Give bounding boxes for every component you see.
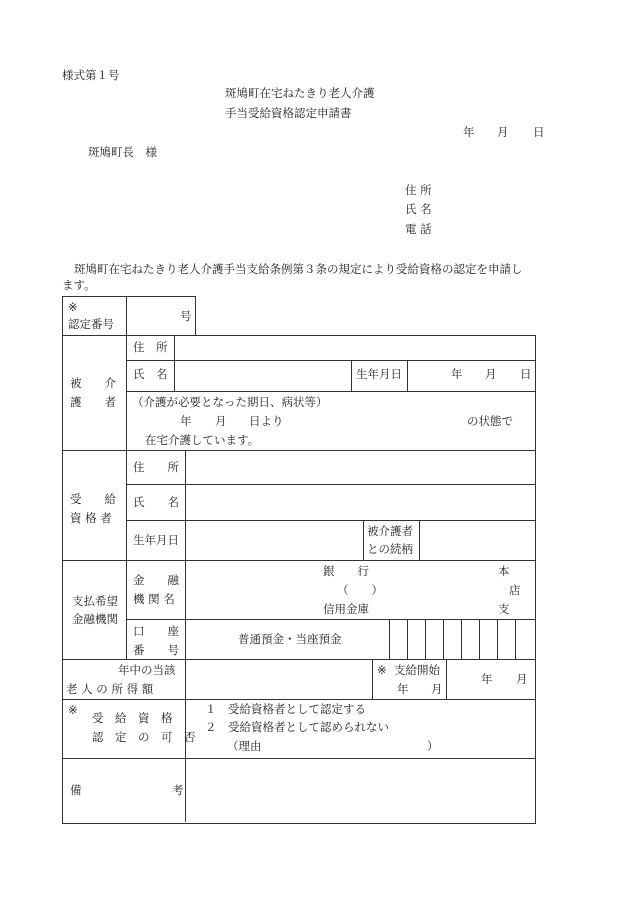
start-mark: ※ xyxy=(377,663,387,677)
deposit-type[interactable]: 普通預金・当座預金 xyxy=(238,632,342,646)
bank-label-b: 金融機関 xyxy=(72,612,118,626)
bank-type-paren: （ ） xyxy=(337,583,383,597)
income-label-a: 年中の当該 xyxy=(118,663,176,677)
caree-note: （介護が必要となった期日、病状等） xyxy=(132,395,328,409)
branch-office: 店 xyxy=(509,583,521,597)
reason-field[interactable] xyxy=(265,739,423,755)
branch-sub[interactable]: 支 xyxy=(498,602,510,616)
reason-close: ） xyxy=(427,739,439,753)
title-line-2: 手当受給資格認定申請書 xyxy=(225,106,352,120)
applicant-phone-label: 電 話 xyxy=(405,222,432,236)
addressee: 斑鳩町長 様 xyxy=(88,145,157,159)
account-label-a: 口 座 xyxy=(133,624,179,638)
caree-birth-year[interactable]: 年 xyxy=(451,367,463,381)
title-line-1: 斑鳩町在宅ねたきり老人介護 xyxy=(225,86,375,100)
bank-type-bank[interactable]: 銀 行 xyxy=(323,564,369,578)
caree-birth-month[interactable]: 月 xyxy=(485,367,497,381)
remarks-field[interactable] xyxy=(190,762,534,820)
remarks-label-b: 考 xyxy=(172,783,184,797)
income-label-b: 老 人 の 所 得 額 xyxy=(66,682,154,696)
recipient-label-a: 受 給 xyxy=(70,492,116,506)
caree-since-month[interactable]: 月 xyxy=(215,414,227,428)
account-number-field[interactable] xyxy=(390,621,534,657)
institution-label-a: 金 融 xyxy=(133,573,179,587)
caree-address-label: 住 所 xyxy=(133,340,168,354)
recipient-name-field[interactable] xyxy=(190,488,534,517)
applicant-name-label: 氏 名 xyxy=(405,202,432,216)
caree-name-label: 氏 名 xyxy=(133,367,168,381)
income-field[interactable] xyxy=(190,663,368,696)
caree-since-year[interactable]: 年 xyxy=(180,414,192,428)
remarks-label-a: 備 xyxy=(70,783,82,797)
relation-label-b: との続柄 xyxy=(367,542,413,556)
account-label-b: 番 号 xyxy=(133,643,179,657)
caree-birth-day[interactable]: 日 xyxy=(520,367,532,381)
date-year-field[interactable]: 年 xyxy=(463,125,475,139)
relation-field[interactable] xyxy=(423,524,533,557)
approval-mark: ※ xyxy=(68,703,78,717)
approval-option-2[interactable]: ２ 受給資格者として認められない xyxy=(205,720,389,734)
right-month[interactable]: 月 xyxy=(516,672,528,686)
intro-line-2: ます。 xyxy=(62,278,96,292)
recipient-birth-field[interactable] xyxy=(190,524,360,557)
recipient-address-field[interactable] xyxy=(190,454,534,482)
recipient-address-label: 住 所 xyxy=(133,460,179,474)
caree-label-a: 被 介 xyxy=(70,376,116,390)
bank-label-a: 支払希望 xyxy=(72,594,118,608)
intro-line-1: 斑鳩町在宅ねたきり老人介護手当支給条例第３条の規定により受給資格の認定を申請し xyxy=(74,262,523,276)
recipient-name-label: 氏 名 xyxy=(133,495,179,509)
recipient-birth-label: 生年月日 xyxy=(133,533,179,547)
cert-mark: ※ xyxy=(68,300,78,314)
cert-number-field[interactable]: 号 xyxy=(180,309,192,323)
caree-address-field[interactable] xyxy=(180,340,534,358)
approval-label-a: 受 給 資 格 xyxy=(92,711,173,725)
approval-label-b: 認 定 の 可 否 xyxy=(92,730,196,744)
approval-option-1[interactable]: １ 受給資格者として認定する xyxy=(205,702,366,716)
caree-since-day[interactable]: 日より xyxy=(249,414,284,428)
applicant-address-label: 住 所 xyxy=(405,183,432,197)
bank-type-credit[interactable]: 信用金庫 xyxy=(323,602,369,616)
start-month[interactable]: 月 xyxy=(431,682,443,696)
relation-label-a: 被介護者 xyxy=(367,524,413,538)
recipient-label-b: 資 格 者 xyxy=(70,511,112,525)
branch-main[interactable]: 本 xyxy=(498,564,510,578)
caree-state-suffix: の状態で xyxy=(467,414,513,428)
right-year[interactable]: 年 xyxy=(481,672,493,686)
start-year[interactable]: 年 xyxy=(397,682,409,696)
form-number: 様式第１号 xyxy=(62,68,120,82)
date-month-field[interactable]: 月 xyxy=(497,125,509,139)
cert-label: 認定番号 xyxy=(68,317,114,331)
caree-home-care: 在宅介護しています。 xyxy=(145,433,260,447)
institution-label-b: 機 関 名 xyxy=(133,592,175,606)
caree-birth-label: 生年月日 xyxy=(356,367,402,381)
reason-open: （理由 xyxy=(227,739,262,753)
date-day-field[interactable]: 日 xyxy=(533,125,545,139)
caree-label-b: 護 者 xyxy=(70,395,116,409)
caree-name-field[interactable] xyxy=(180,364,348,388)
start-label: 支給開始 xyxy=(394,663,440,677)
